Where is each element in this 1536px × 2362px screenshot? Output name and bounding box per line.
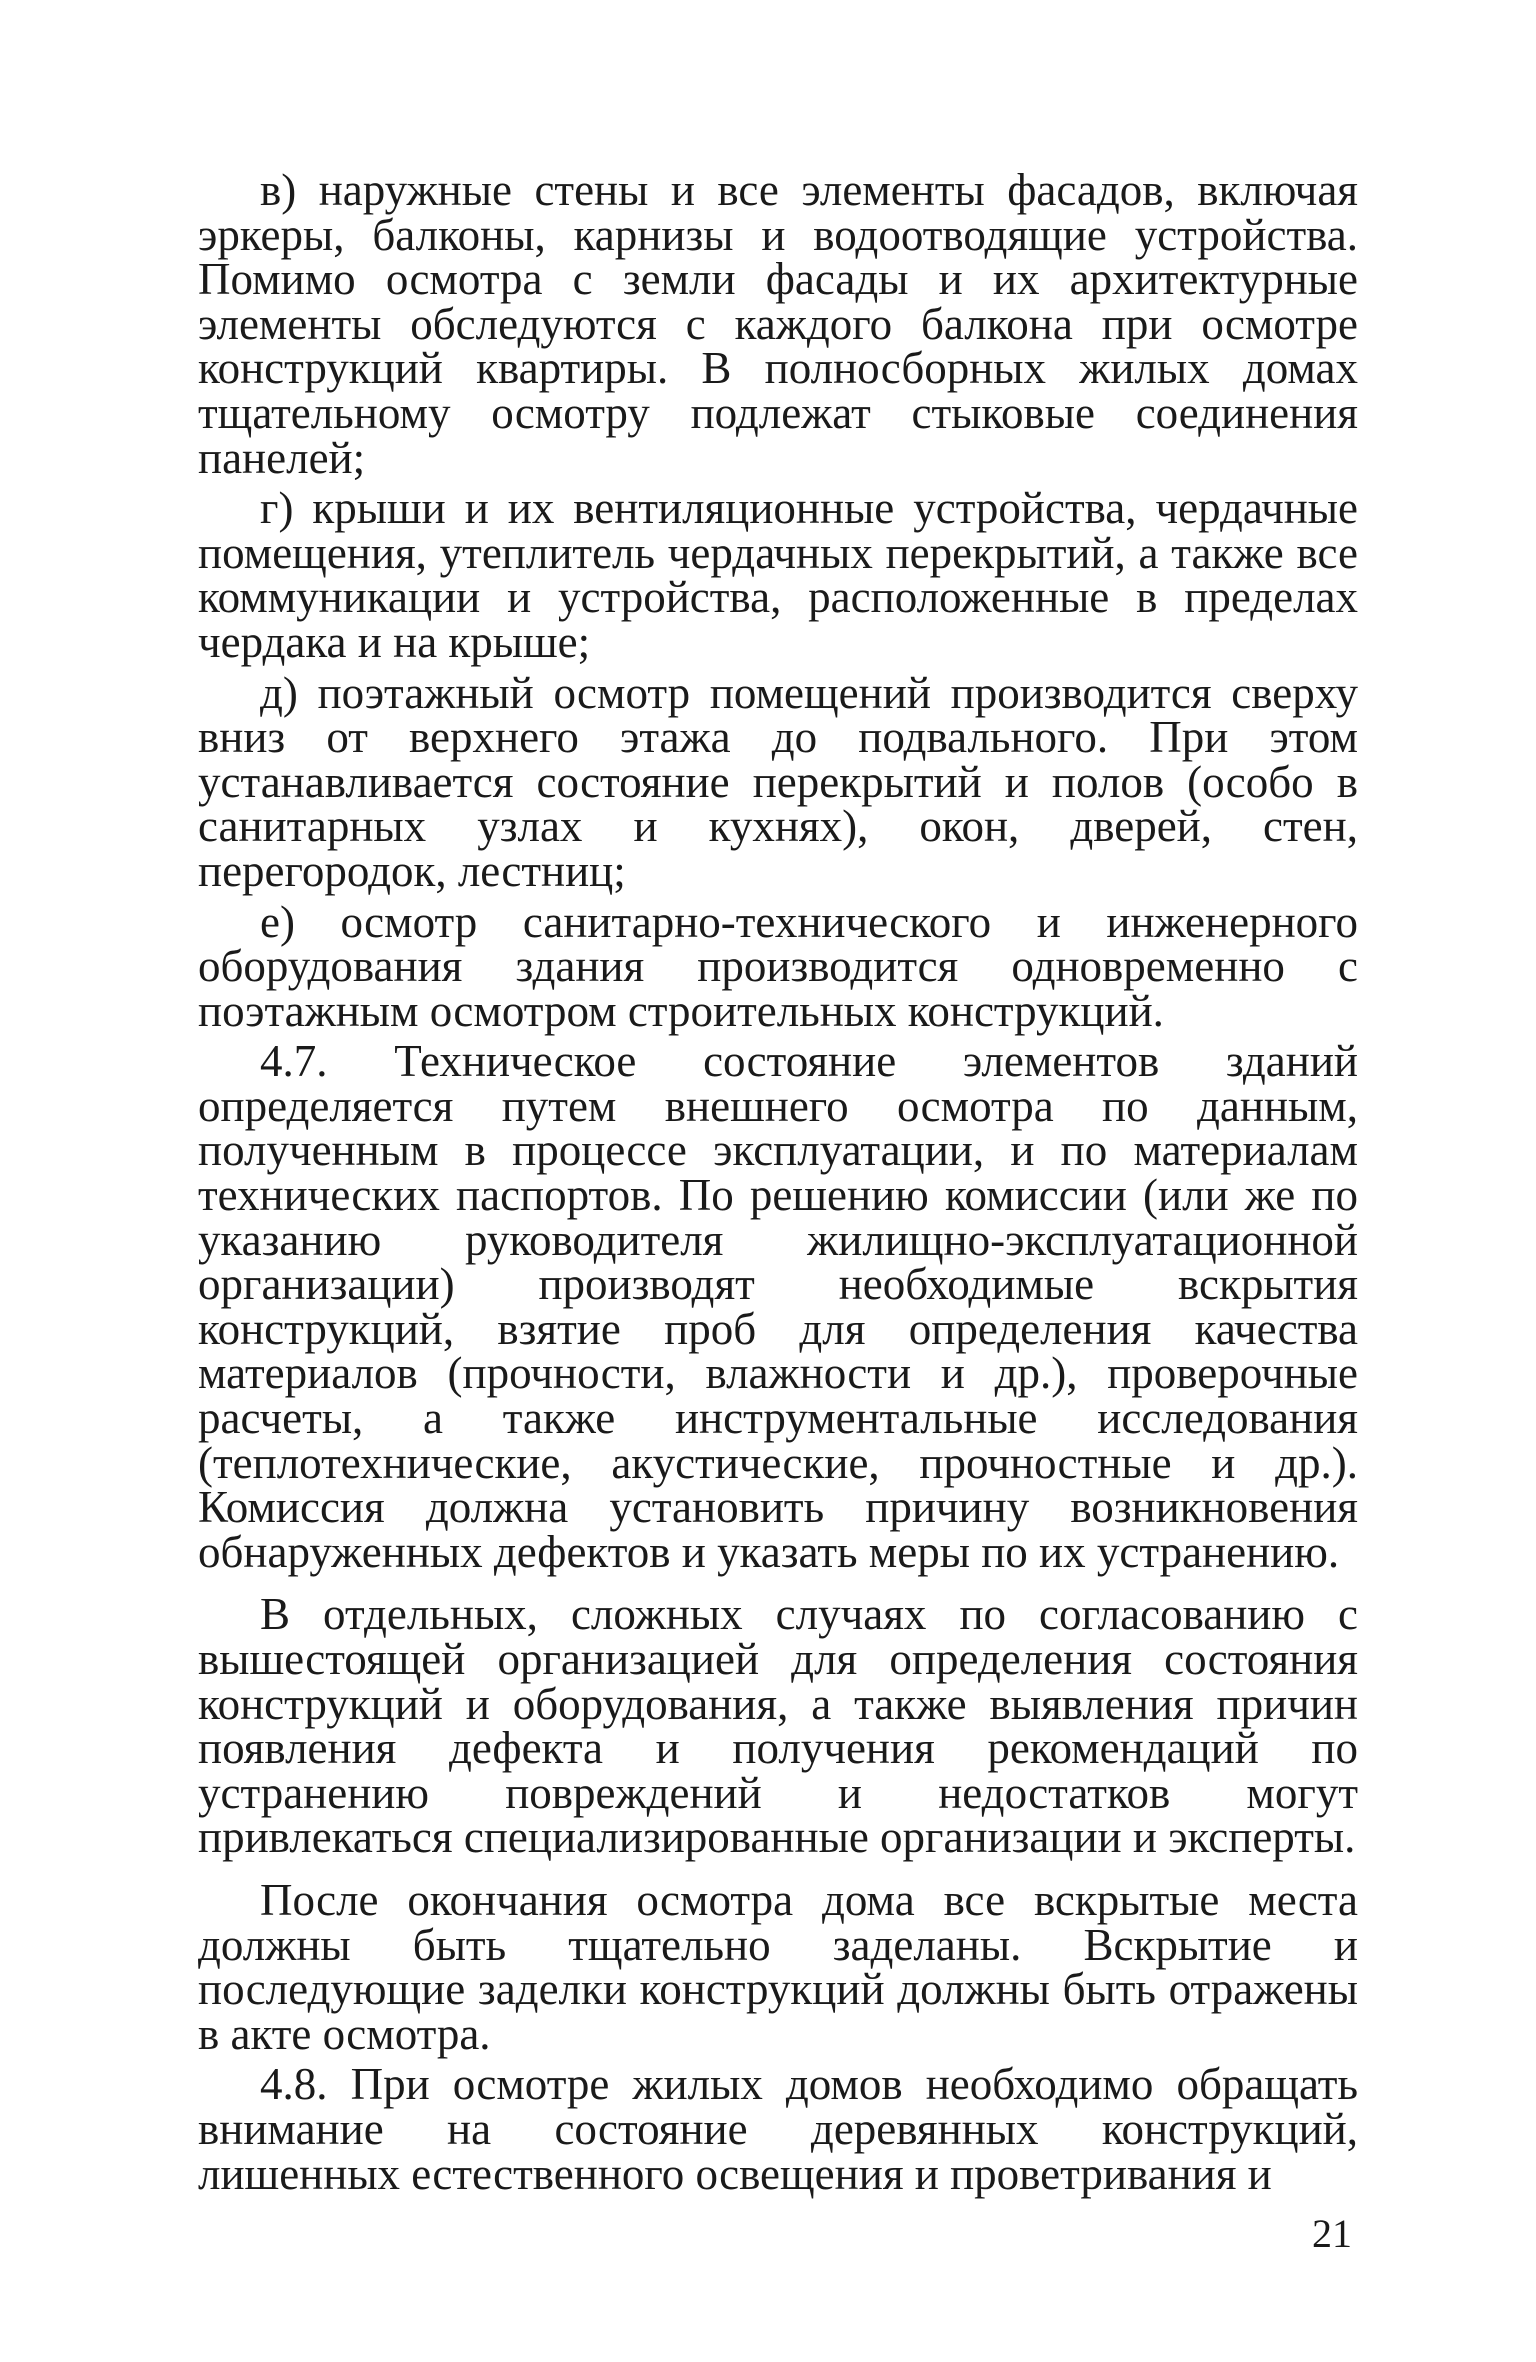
page-body — [198, 165, 1358, 2199]
paragraph-section-4-7: 4.7. Техническое состояние элементов зданий определяется путем внешнего осмотра по данным, полученным в процессе эксплуатации, и по материалам технических паспортов. По решению комиссии (или же по указанию руководителя жилищно-эксплуатационной организации) производят необходимые вскрытия конструкций, взятие проб для определения качества материалов (прочности, влажности и др.), проверочные расчеты, а также инструментальные исследования (теплотехнические, акустические, прочностные и др.). Комиссия должна установить причину возникновения обнаруженных дефектов и указать меры по их устранению. — [198, 1036, 1358, 1577]
paragraph-special-cases: В отдельных, сложных случаях по согласованию с вышестоящей организацией для определения состояния конструкций и оборудования, а также выявления причин появления дефекта и получения рекомендаций по устранению повреждений и недостатков могут привлекаться специализированные организации и эксперты. — [198, 1589, 1358, 1863]
page-number: 21 — [1312, 2211, 1352, 2256]
paragraph-after-inspection: После окончания осмотра дома все вскрытые места должны быть тщательно заделаны. Вскрытие и последующие заделки конструкций должны быть отражены в акте осмотра. — [198, 1874, 1358, 2059]
paragraph-section-4-8: 4.8. При осмотре жилых домов необходимо обращать внимание на состояние деревянных конструкций, лишенных естественного освещения и проветривания и — [198, 2059, 1358, 2199]
paragraph-item-d: д) поэтажный осмотр помещений производится сверху вниз от верхнего этажа до подвального. При этом устанавливается состояние перекрытий и полов (особо в санитарных узлах и кухнях), окон, дверей, стен, перегородок, лестниц; — [198, 667, 1358, 896]
paragraph-item-v: в) наружные стены и все элементы фасадов, включая эркеры, балконы, карнизы и водоотводящие устройства. Помимо осмотра с земли фасады и их архитектурные элементы обследуются с каждого балкона при осмотре конструкций квартиры. В полносборных жилых домах тщательному осмотру подлежат стыковые соединения панелей; — [198, 165, 1358, 483]
paragraph-item-g: г) крыши и их вентиляционные устройства, чердачные помещения, утеплитель чердачных перекрытий, а также все коммуникации и устройства, расположенные в пределах чердака и на крыше; — [198, 483, 1358, 667]
paragraph-item-e: е) осмотр санитарно-технического и инженерного оборудования здания производится одновременно с поэтажным осмотром строительных конструкций. — [198, 896, 1358, 1036]
